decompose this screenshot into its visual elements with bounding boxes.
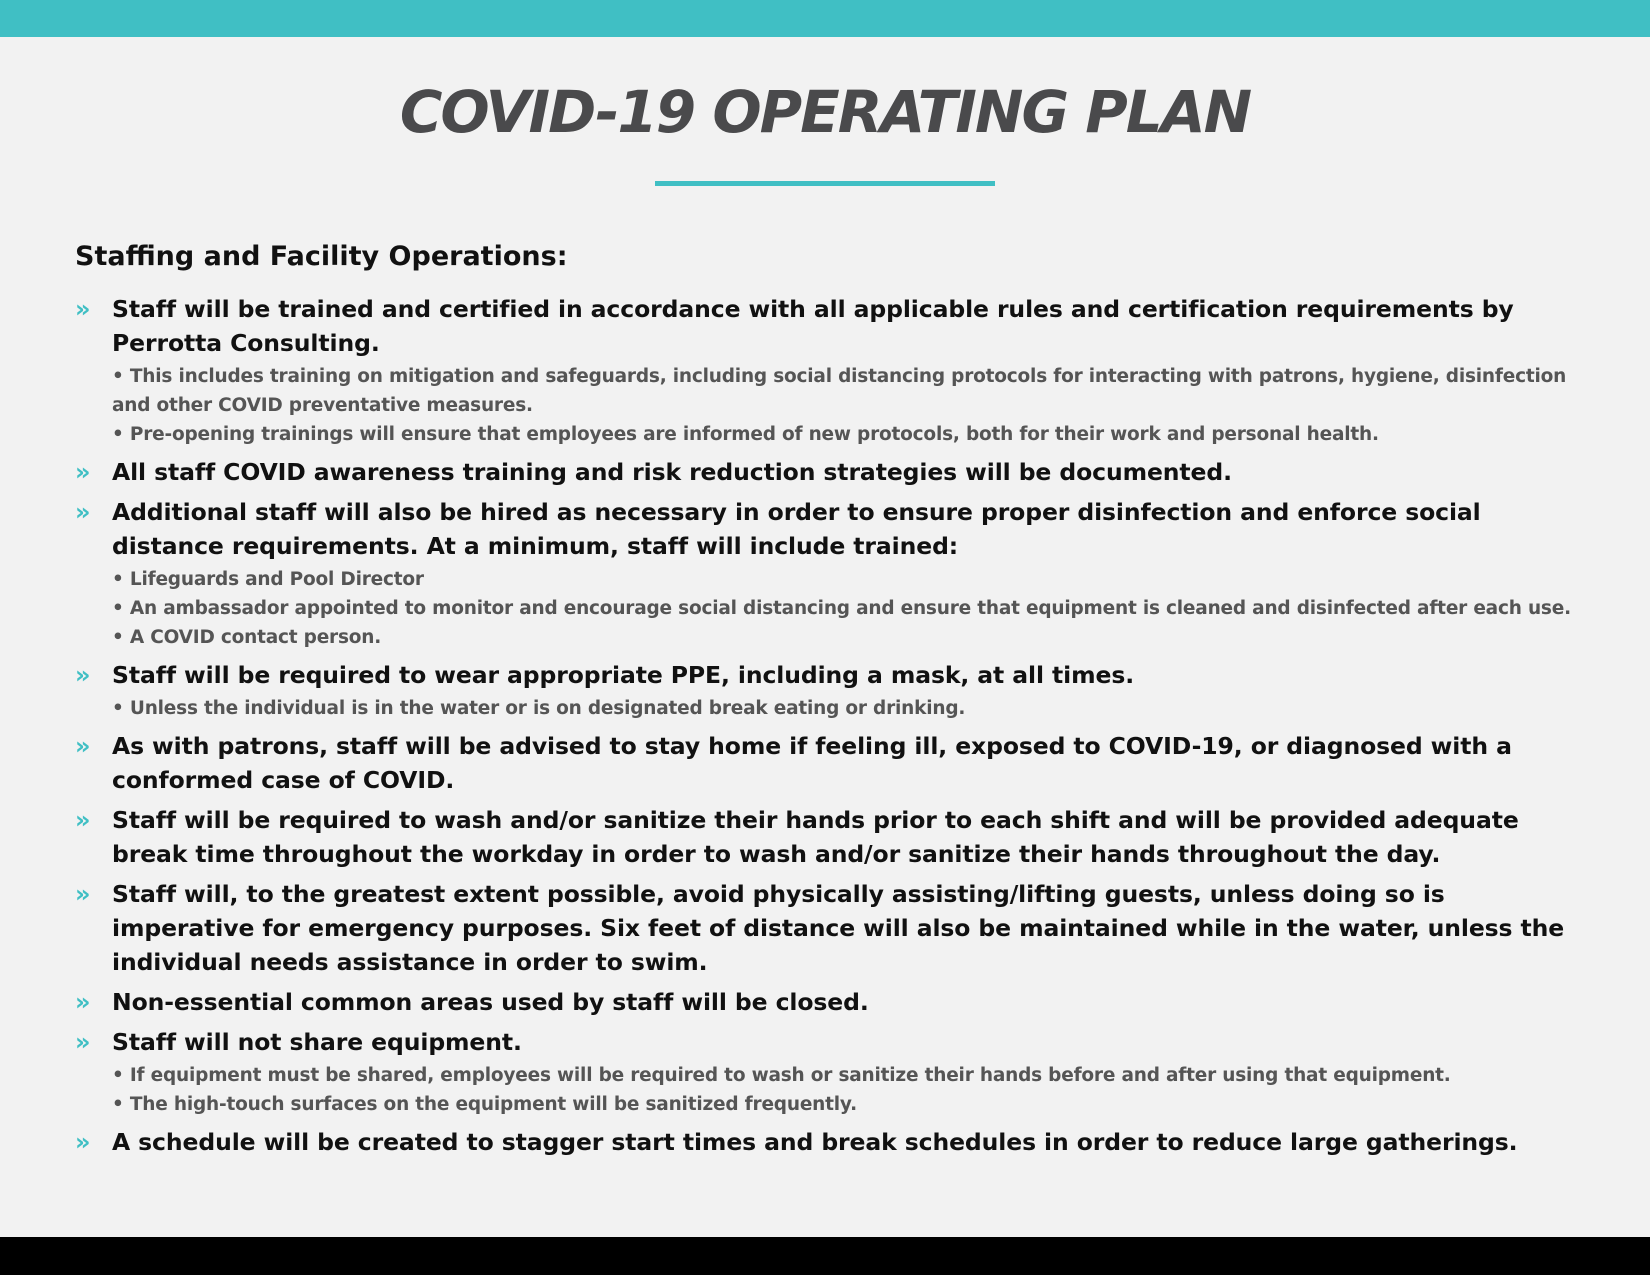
list-item [75,729,1580,797]
list-item-text: As with patrons, staff will be advised to stay home if feeling ill, exposed to COVID-19, or diagnosed with a conformed case of COVID. [112,732,1512,794]
double-chevron-icon: » [75,661,91,689]
sub-list-item [112,694,1580,723]
double-chevron-icon: » [75,1028,91,1056]
sub-list-item [112,1061,1580,1090]
list-item [75,877,1580,979]
double-chevron-icon: » [75,880,91,908]
bottom-footer-bar [0,1237,1650,1275]
double-chevron-icon: » [75,732,91,760]
sub-list-item-text: The high-touch surfaces on the equipment will be sanitized frequently. [129,1094,857,1115]
sub-list-item [112,420,1580,449]
sub-list [112,565,1580,652]
title-underline [655,181,995,186]
sub-list-item-text: Lifeguards and Pool Director [129,569,424,590]
list-item [75,658,1580,723]
sub-list-item [112,1090,1580,1119]
list-item [75,1025,1580,1119]
bullet-dot-icon: • [112,366,124,387]
double-chevron-icon: » [75,1128,91,1156]
sub-list-item [112,362,1580,420]
double-chevron-icon: » [75,458,91,486]
page-title: COVID-19 OPERATING PLAN [399,78,1251,146]
bullet-dot-icon: • [112,1094,124,1115]
list-item [75,455,1580,489]
sub-list [112,362,1580,449]
list-item-text: Additional staff will also be hired as necessary in order to ensure proper disinfection and enforce social distance requirements. At a minimum, staff will include trained: [112,498,1481,560]
sub-list-item [112,565,1580,594]
sub-list-item-text: This includes training on mitigation and safeguards, including social distancing protocols for interacting with patrons, hygiene, disinfection and other COVID preventative measures. [112,366,1567,416]
sub-list-item [112,594,1580,623]
bullet-dot-icon: • [112,424,124,445]
operations-list [75,292,1580,1159]
bullet-dot-icon: • [112,627,124,648]
list-item-text: A schedule will be created to stagger start times and break schedules in order to reduce large gatherings. [112,1128,1518,1156]
list-item-text: Staff will not share equipment. [112,1028,522,1056]
double-chevron-icon: » [75,806,91,834]
list-item [75,985,1580,1019]
top-accent-bar [0,0,1650,37]
list-item-text: Staff will be trained and certified in accordance with all applicable rules and certification requirements by Perrotta Consulting. [112,295,1514,357]
double-chevron-icon: » [75,295,91,323]
section-heading: Staffing and Facility Operations: [75,241,568,272]
list-item [75,1125,1580,1159]
sub-list-item-text: An ambassador appointed to monitor and encourage social distancing and ensure that equipment is cleaned and disinfected after each use. [129,598,1571,619]
sub-list-item-text: Unless the individual is in the water or is on designated break eating or drinking. [129,698,966,719]
list-item [75,292,1580,449]
list-item-text: Non-essential common areas used by staff will be closed. [112,988,869,1016]
content-area [75,240,1580,1165]
sub-list-item-text: If equipment must be shared, employees will be required to wash or sanitize their hands before and after using that equipment. [129,1065,1451,1086]
bullet-dot-icon: • [112,1065,124,1086]
sub-list [112,1061,1580,1119]
bullet-dot-icon: • [112,598,124,619]
sub-list-item-text: A COVID contact person. [129,627,382,648]
double-chevron-icon: » [75,498,91,526]
list-item [75,803,1580,871]
double-chevron-icon: » [75,988,91,1016]
list-item [75,495,1580,652]
list-item-text: Staff will be required to wear appropriate PPE, including a mask, at all times. [112,661,1135,689]
sub-list-item-text: Pre-opening trainings will ensure that employees are informed of new protocols, both for their work and personal health. [129,424,1379,445]
sub-list [112,694,1580,723]
list-item-text: Staff will be required to wash and/or sanitize their hands prior to each shift and will be provided adequate break time throughout the workday in order to wash and/or sanitize their hands throughout the day. [112,806,1519,868]
list-item-text: Staff will, to the greatest extent possible, avoid physically assisting/lifting guests, unless doing so is imperative for emergency purposes. Six feet of distance will also be maintained while in the water, unless the individual needs assistance in order to swim. [112,880,1565,976]
sub-list-item [112,623,1580,652]
bullet-dot-icon: • [112,569,124,590]
list-item-text: All staff COVID awareness training and risk reduction strategies will be documented. [112,458,1232,486]
bullet-dot-icon: • [112,698,124,719]
